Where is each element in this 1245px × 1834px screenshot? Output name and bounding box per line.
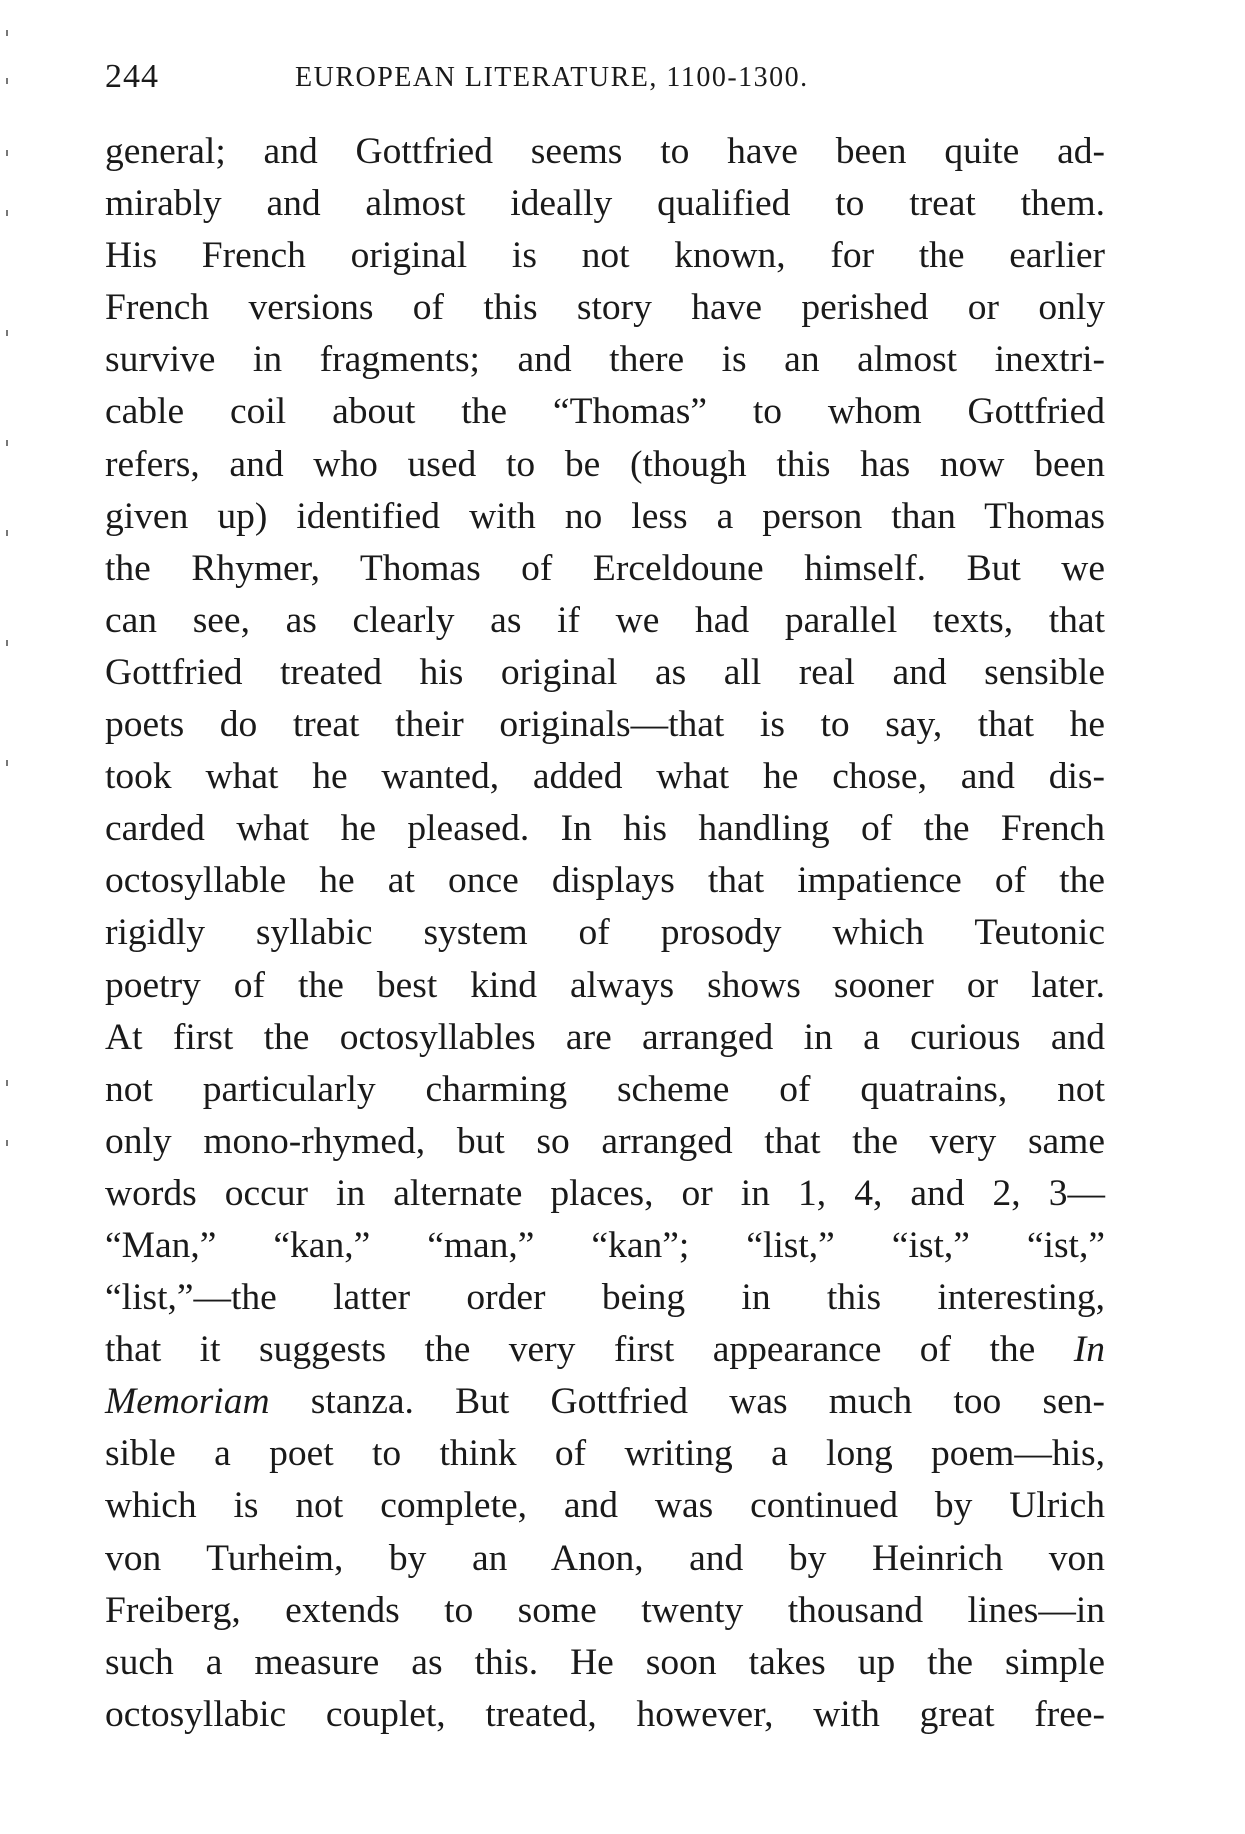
text-line: words occur in alternate places, or in 1, 4, and 2, 3— (105, 1172, 1105, 1214)
text-line (105, 1376, 1105, 1428)
text-line (105, 1324, 1105, 1376)
text-line: cable coil about the “Thomas” to whom Gottfried (105, 391, 1105, 433)
page-header (105, 58, 1105, 102)
text-line: French versions of this story have perished or only (105, 287, 1105, 329)
text-line: von Turheim, by an Anon, and by Heinrich von (105, 1537, 1105, 1579)
text-line: mirably and almost ideally qualified to treat them. (105, 183, 1105, 225)
text-line-main: that it suggests the very first appearance of the (105, 1329, 1036, 1371)
text-line: octosyllable he at once displays that impatience of the (105, 860, 1105, 902)
text-line: At first the octosyllables are arranged in a curious and (105, 1016, 1105, 1058)
text-line: can see, as clearly as if we had parallel texts, that (105, 599, 1105, 641)
text-line: carded what he pleased. In his handling of the French (105, 808, 1105, 850)
text-line: Freiberg, extends to some twenty thousand lines—in (105, 1589, 1105, 1631)
text-line: His French original is not known, for the earlier (105, 235, 1105, 277)
text-line: the Rhymer, Thomas of Erceldoune himself. But we (105, 547, 1105, 589)
page-number: 244 (105, 58, 159, 95)
text-line: survive in fragments; and there is an almost inextri- (105, 339, 1105, 381)
text-line: rigidly syllabic system of prosody which Teutonic (105, 912, 1105, 954)
text-line: took what he wanted, added what he chose, and dis- (105, 756, 1105, 798)
text-line: poets do treat their originals—that is to say, that he (105, 704, 1105, 746)
text-line: given up) identified with no less a person than Thomas (105, 495, 1105, 537)
text-line: Gottfried treated his original as all real and sensible (105, 651, 1105, 693)
body-text (105, 126, 1105, 1741)
text-line: refers, and who used to be (though this has now been (105, 443, 1105, 485)
text-line: octosyllabic couplet, treated, however, with great free- (105, 1693, 1105, 1735)
margin-scan-marks (0, 0, 20, 1834)
text-line: “Man,” “kan,” “man,” “kan”; “list,” “ist,” “ist,” (105, 1224, 1105, 1266)
text-line: not particularly charming scheme of quatrains, not (105, 1068, 1105, 1110)
text-line: which is not complete, and was continued by Ulrich (105, 1485, 1105, 1527)
text-line: “list,”—the latter order being in this interesting, (105, 1277, 1105, 1319)
italic-title-part-1: In (1073, 1329, 1105, 1371)
text-line: poetry of the best kind always shows sooner or later. (105, 964, 1105, 1006)
text-line: only mono-rhymed, but so arranged that the very same (105, 1120, 1105, 1162)
text-line: sible a poet to think of writing a long poem—his, (105, 1433, 1105, 1475)
text-line: general; and Gottfried seems to have been quite ad- (105, 131, 1105, 172)
italic-title-part-2: Memoriam (105, 1381, 270, 1423)
running-head: EUROPEAN LITERATURE, 1100-1300. (295, 62, 809, 93)
text-line: such a measure as this. He soon takes up the simple (105, 1641, 1105, 1683)
text-line-rest: stanza. But Gottfried was much too sen- (269, 1381, 1105, 1423)
